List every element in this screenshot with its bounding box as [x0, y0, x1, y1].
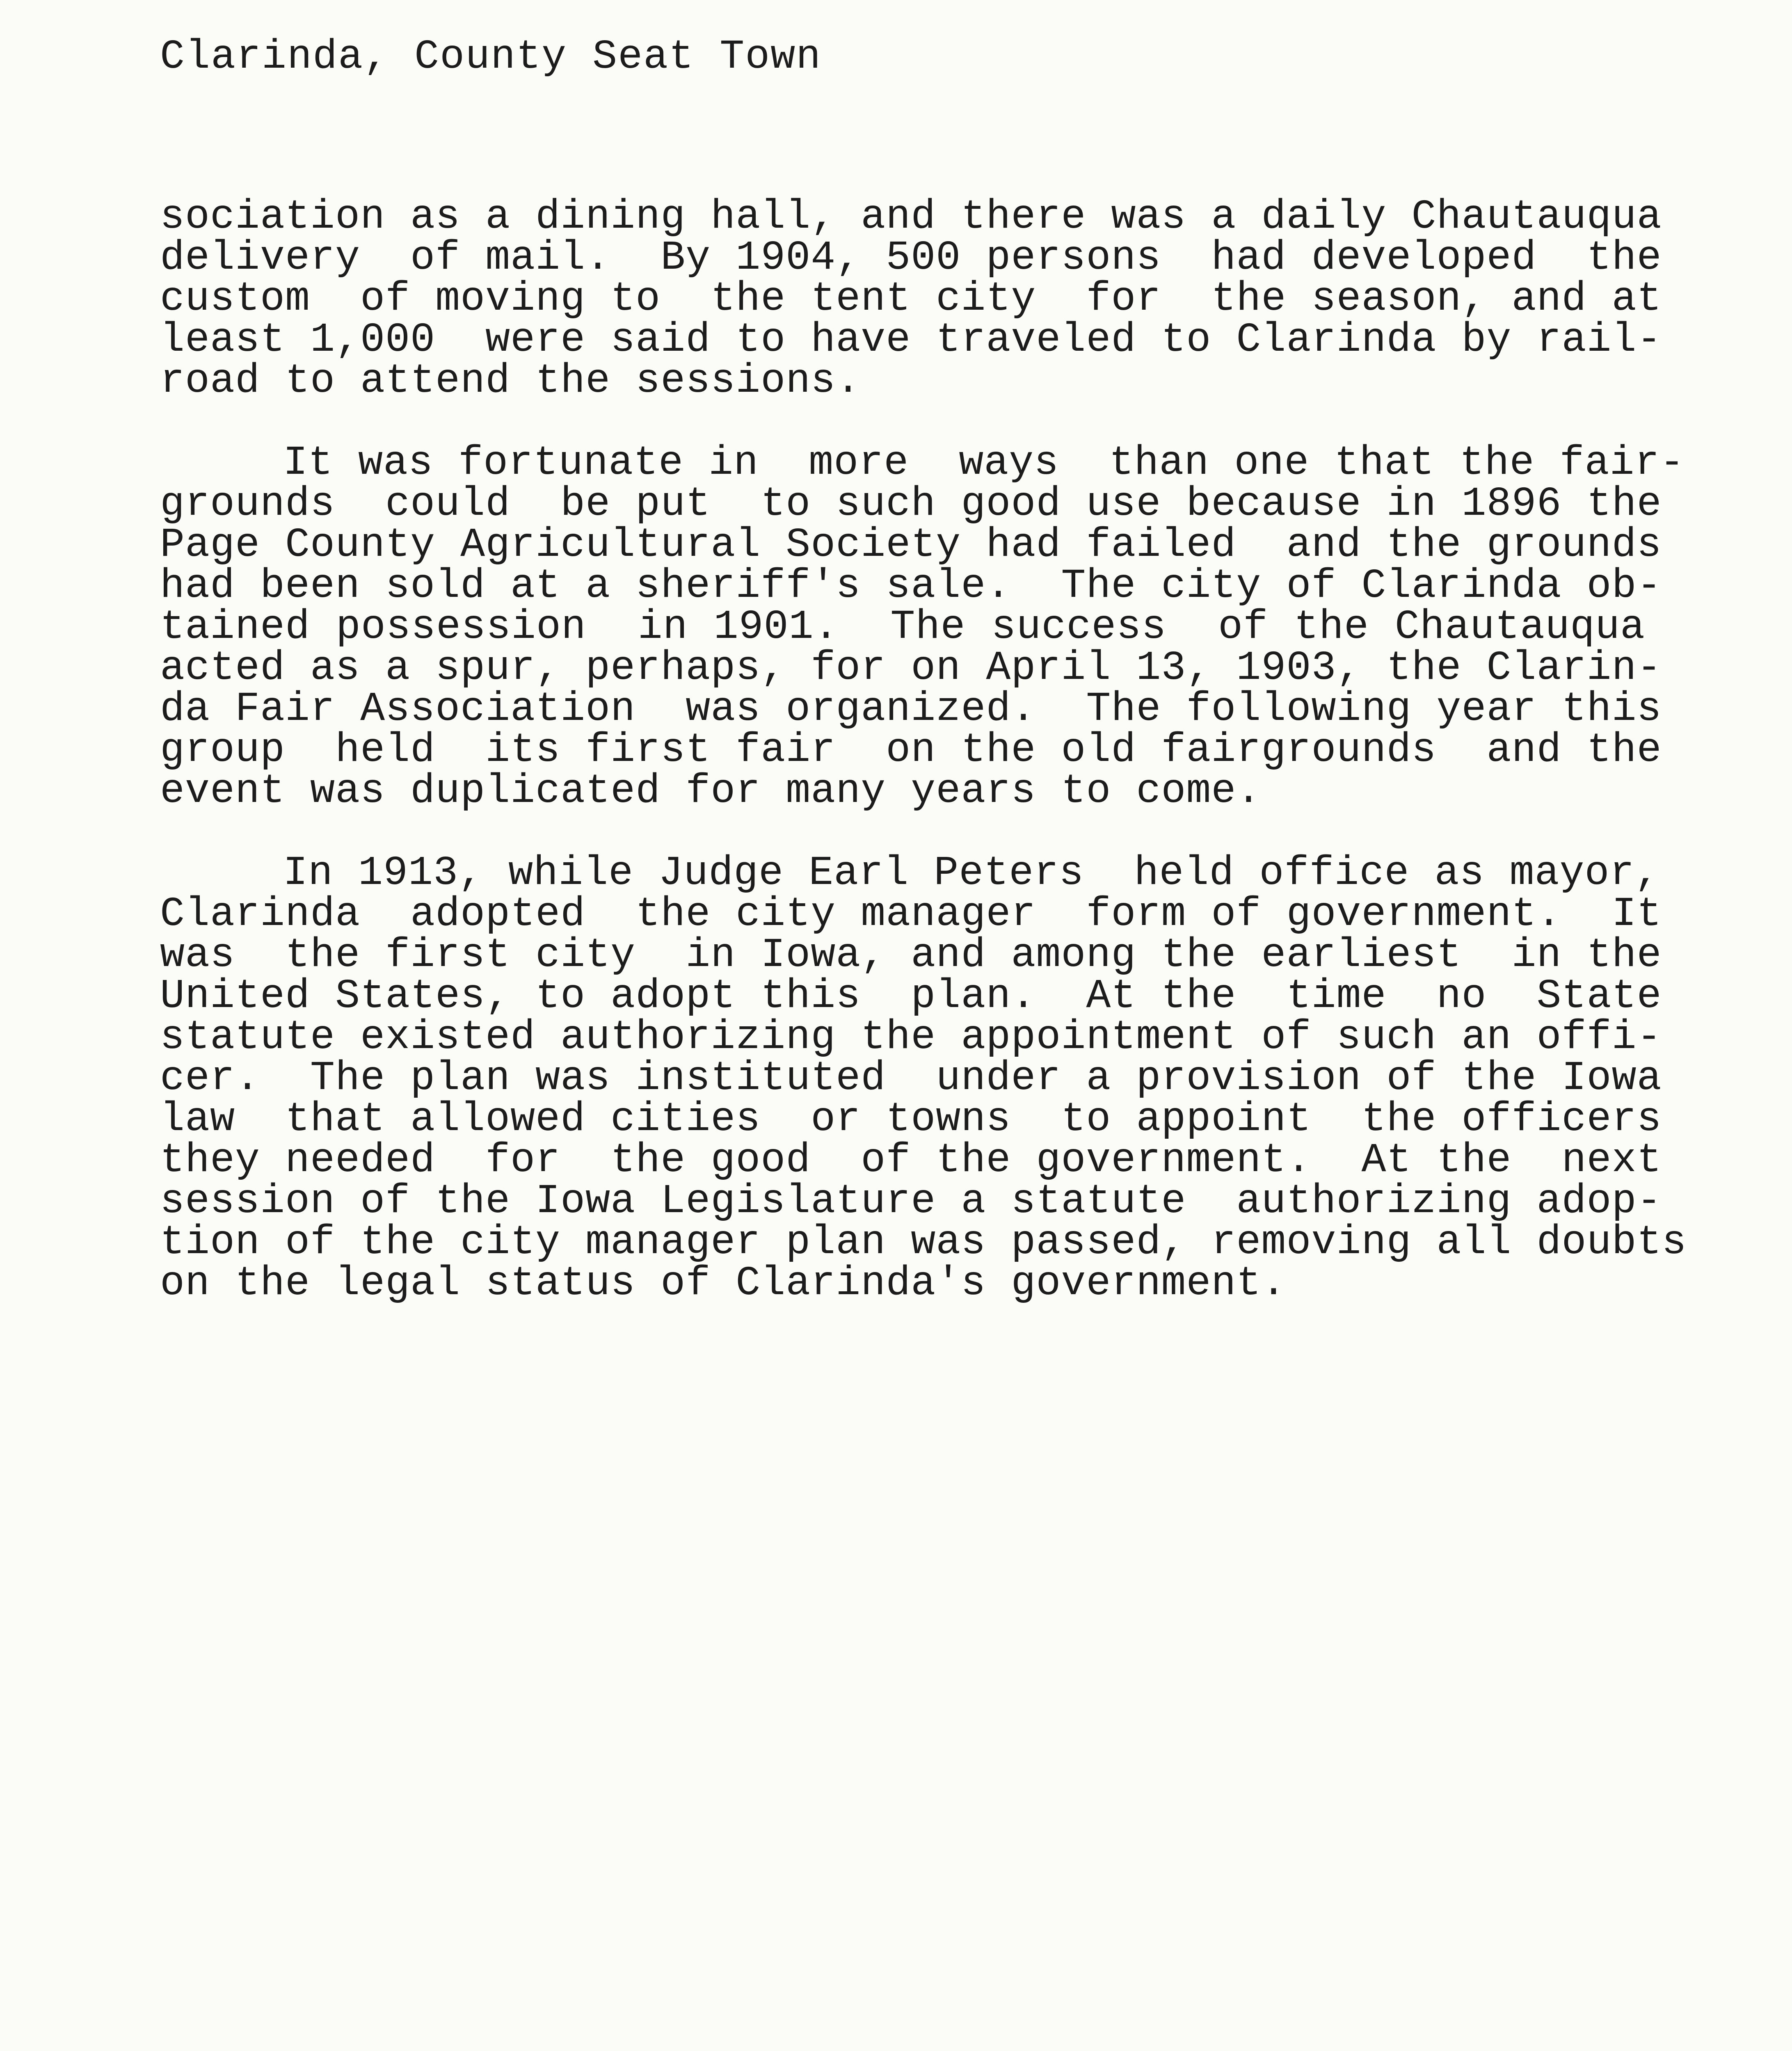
- text-line: statute existed authorizing the appointment of such an offi-: [160, 1014, 1662, 1061]
- text-line: law that allowed cities or towns to appoint the officers: [160, 1096, 1662, 1143]
- text-line: was the first city in Iowa, and among the earliest in the: [160, 932, 1662, 979]
- text-line: group held its first fair on the old fairgrounds and the: [160, 727, 1662, 774]
- text-line: tained possession in 1901. The success of the Chautauqua: [160, 604, 1645, 651]
- text-line: delivery of mail. By 1904, 500 persons had developed the: [160, 235, 1662, 281]
- text-line: least 1,000 were said to have traveled to Clarinda by rail-: [160, 317, 1662, 363]
- text-line: It was fortunate in more ways than one that the fair-: [283, 440, 1685, 486]
- paragraph-1: [160, 194, 1662, 404]
- text-line: road to attend the sessions.: [160, 358, 861, 404]
- text-line: cer. The plan was instituted under a provision of the Iowa: [160, 1055, 1662, 1102]
- text-line: session of the Iowa Legislature a statute authorizing adop-: [160, 1179, 1662, 1225]
- text-line: In 1913, while Judge Earl Peters held office as mayor,: [283, 850, 1660, 897]
- text-line: da Fair Association was organized. The following year this: [160, 686, 1662, 733]
- text-line: Clarinda adopted the city manager form of government. It: [160, 891, 1662, 938]
- paragraph-2: [160, 440, 1685, 815]
- text-line: they needed for the good of the government. At the next: [160, 1137, 1662, 1184]
- text-line: United States, to adopt this plan. At the time no State: [160, 973, 1662, 1020]
- text-line: sociation as a dining hall, and there was a daily Chautauqua: [160, 194, 1662, 240]
- text-line: custom of moving to the tent city for the season, and at: [160, 276, 1662, 322]
- text-line: Page County Agricultural Society had failed and the grounds: [160, 522, 1662, 569]
- running-head-title: Clarinda, County Seat Town: [160, 34, 822, 80]
- text-line: tion of the city manager plan was passed, removing all doubts: [160, 1220, 1687, 1266]
- text-line: had been sold at a sheriff's sale. The city of Clarinda ob-: [160, 563, 1662, 610]
- text-line: acted as a spur, perhaps, for on April 13, 1903, the Clarin-: [160, 645, 1662, 692]
- paragraph-3: [160, 850, 1687, 1307]
- text-line: grounds could be put to such good use because in 1896 the: [160, 481, 1662, 528]
- text-line: on the legal status of Clarinda's government.: [160, 1261, 1287, 1307]
- body-text: [160, 194, 1687, 1345]
- text-line: event was duplicated for many years to come.: [160, 768, 1262, 815]
